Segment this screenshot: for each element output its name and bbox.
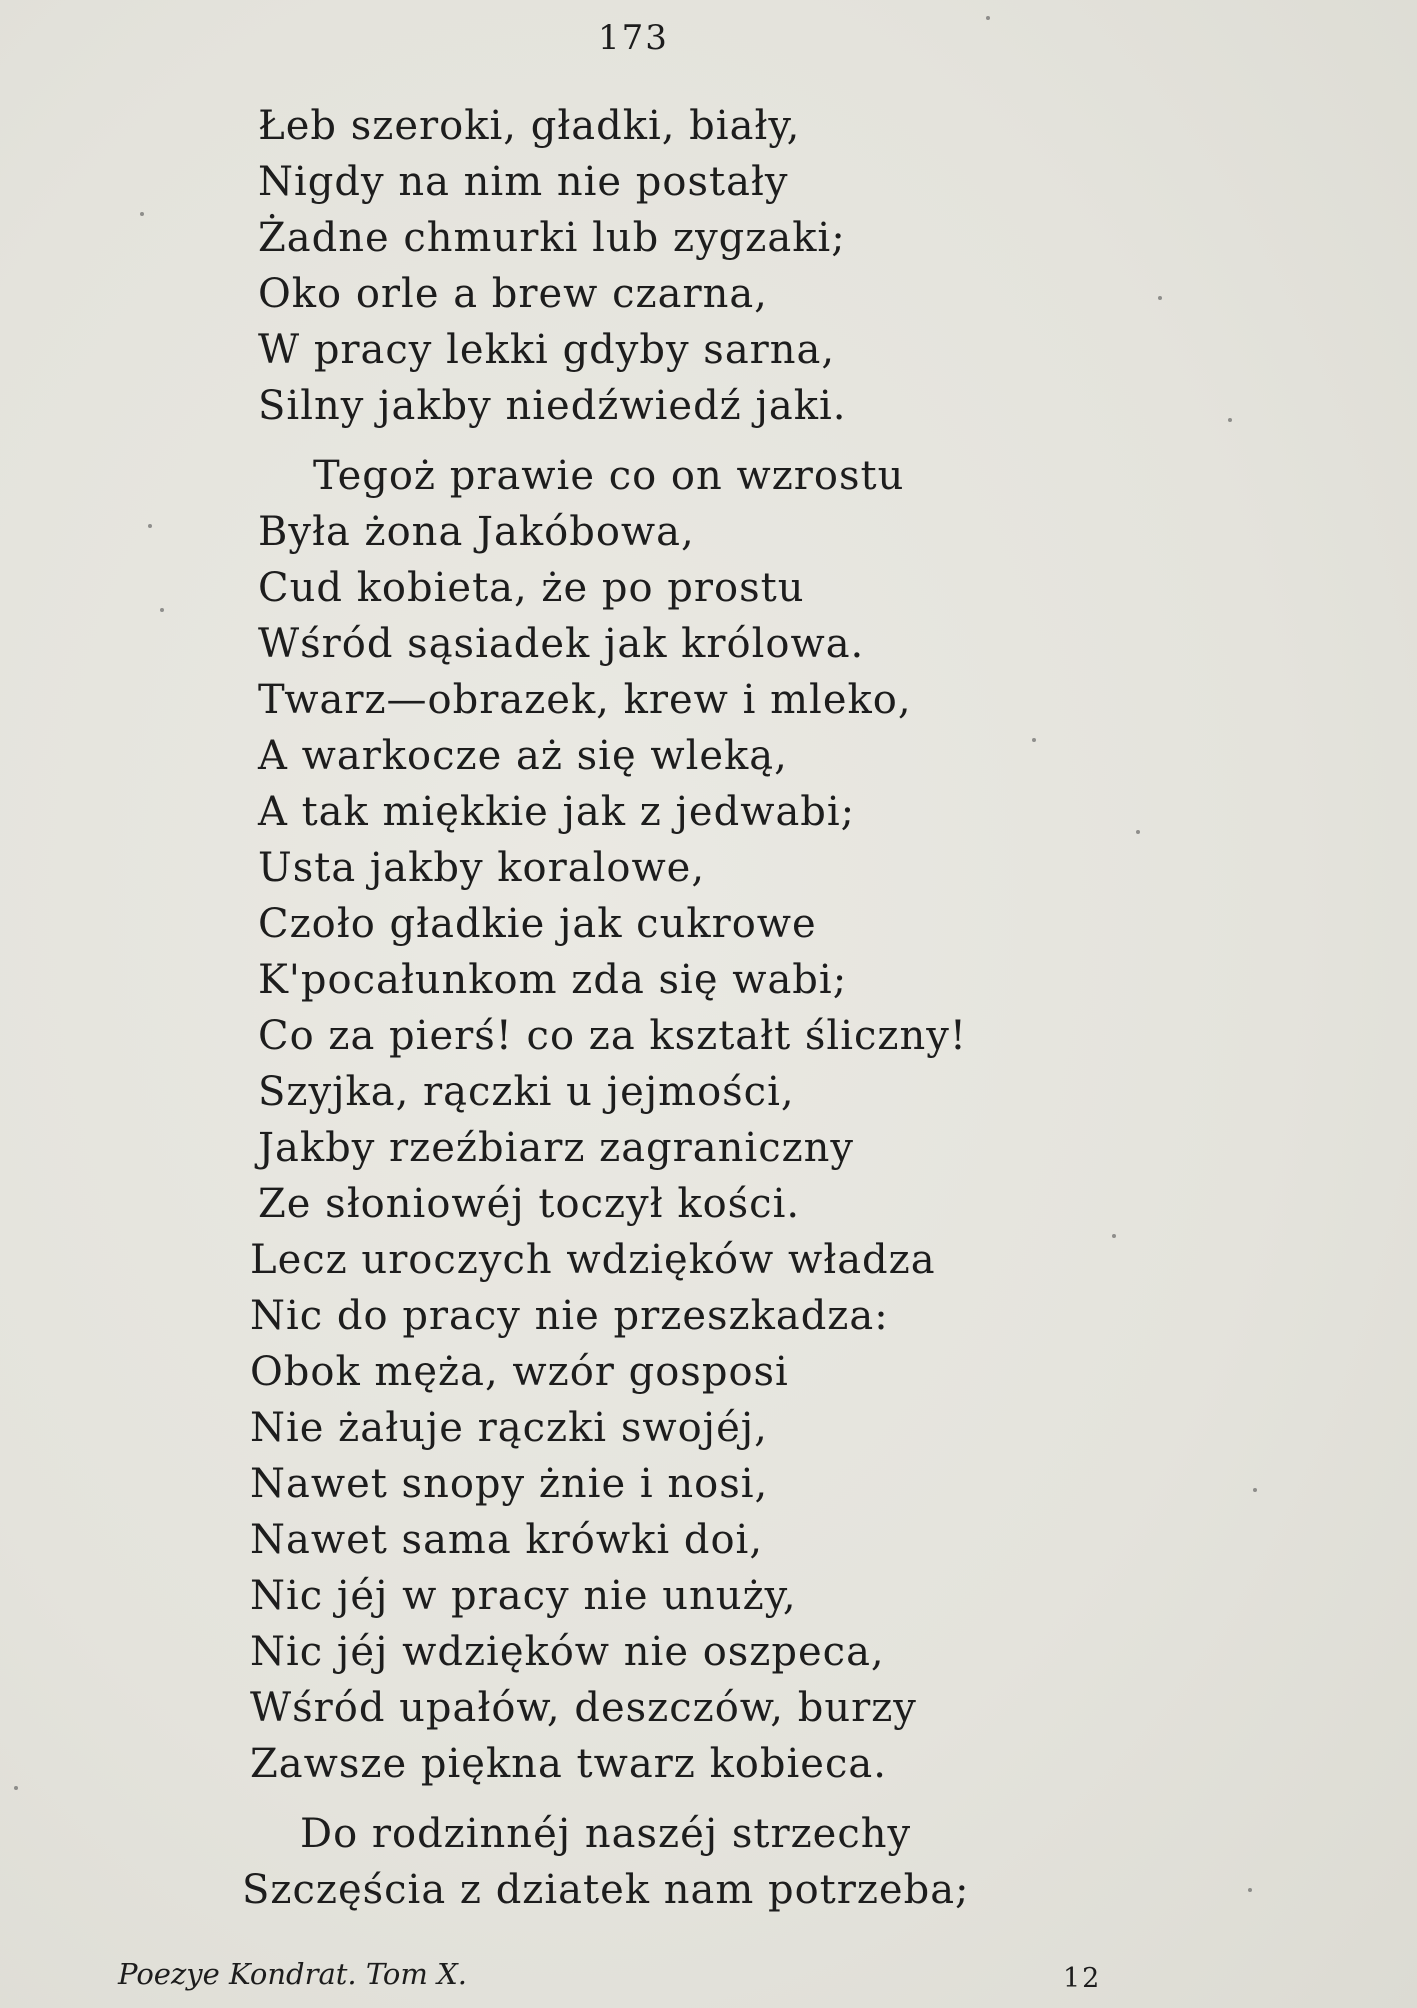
paper-speck: [1228, 418, 1232, 422]
poem-line: Oko orle a brew czarna,: [258, 271, 768, 317]
paper-speck: [160, 608, 164, 612]
poem-line: Nie żałuje rączki swojéj,: [250, 1405, 768, 1451]
poem-line: Wśród sąsiadek jak królowa.: [258, 621, 865, 667]
poem-line: Twarz—obrazek, krew i mleko,: [258, 677, 912, 723]
poem-line: Usta jakby koralowe,: [258, 845, 706, 891]
poem-line: Szczęścia z dziatek nam potrzeba;: [242, 1867, 970, 1913]
poem-line: Nic jéj w pracy nie unuży,: [250, 1573, 797, 1619]
poem-line: Nic do pracy nie przeszkadza:: [250, 1293, 889, 1339]
poem-line: Nic jéj wdzięków nie oszpeca,: [250, 1629, 885, 1675]
paper-speck: [1136, 830, 1140, 834]
poem-line: Szyjka, rączki u jejmości,: [258, 1069, 795, 1115]
poem-line: Nigdy na nim nie postały: [258, 159, 789, 205]
footer-signature-mark: 12: [1063, 1963, 1102, 1994]
poem-line: Silny jakby niedźwiedź jaki.: [258, 383, 847, 429]
poem-line: Nawet sama krówki doi,: [250, 1517, 764, 1563]
paper-speck: [140, 212, 144, 216]
poem-line: Nawet snopy żnie i nosi,: [250, 1461, 769, 1507]
poem-line: A warkocze aż się wleką,: [258, 733, 788, 779]
footer-book-title: Poezye Kondrat. Tom X.: [118, 1957, 467, 1991]
poem-line: Lecz uroczych wdzięków władza: [250, 1237, 936, 1283]
poem-line: Czoło gładkie jak cukrowe: [258, 901, 817, 947]
paper-speck: [148, 524, 152, 528]
poem-line: Zawsze piękna twarz kobieca.: [250, 1741, 887, 1787]
paper-speck: [1253, 1488, 1257, 1492]
poem-line: Żadne chmurki lub zygzaki;: [258, 215, 846, 261]
poem-line: Była żona Jakóbowa,: [258, 509, 695, 555]
page-number: 173: [598, 18, 669, 58]
paper-speck: [14, 1786, 18, 1790]
poem-line: Co za pierś! co za kształt śliczny!: [258, 1013, 967, 1059]
poem-line: Ze słoniowéj toczył kości.: [258, 1181, 801, 1227]
poem-line: Łeb szeroki, gładki, biały,: [258, 103, 801, 149]
paper-speck: [1158, 296, 1162, 300]
poem-line: Wśród upałów, deszczów, burzy: [250, 1685, 917, 1731]
poem-line: Cud kobieta, że po prostu: [258, 565, 805, 611]
paper-speck: [986, 16, 990, 20]
poem-line: Obok męża, wzór gosposi: [250, 1349, 789, 1395]
poem-line: Tegoż prawie co on wzrostu: [313, 453, 905, 499]
poem-line: W pracy lekki gdyby sarna,: [258, 327, 836, 373]
paper-speck: [1112, 1234, 1116, 1238]
paper-speck: [1032, 738, 1036, 742]
poem-line: Jakby rzeźbiarz zagraniczny: [258, 1125, 855, 1171]
poem-line: K'pocałunkom zda się wabi;: [258, 957, 848, 1003]
poem-line: A tak miękkie jak z jedwabi;: [258, 789, 856, 835]
paper-speck: [1248, 1888, 1252, 1892]
poem-line: Do rodzinnéj naszéj strzechy: [300, 1811, 912, 1857]
